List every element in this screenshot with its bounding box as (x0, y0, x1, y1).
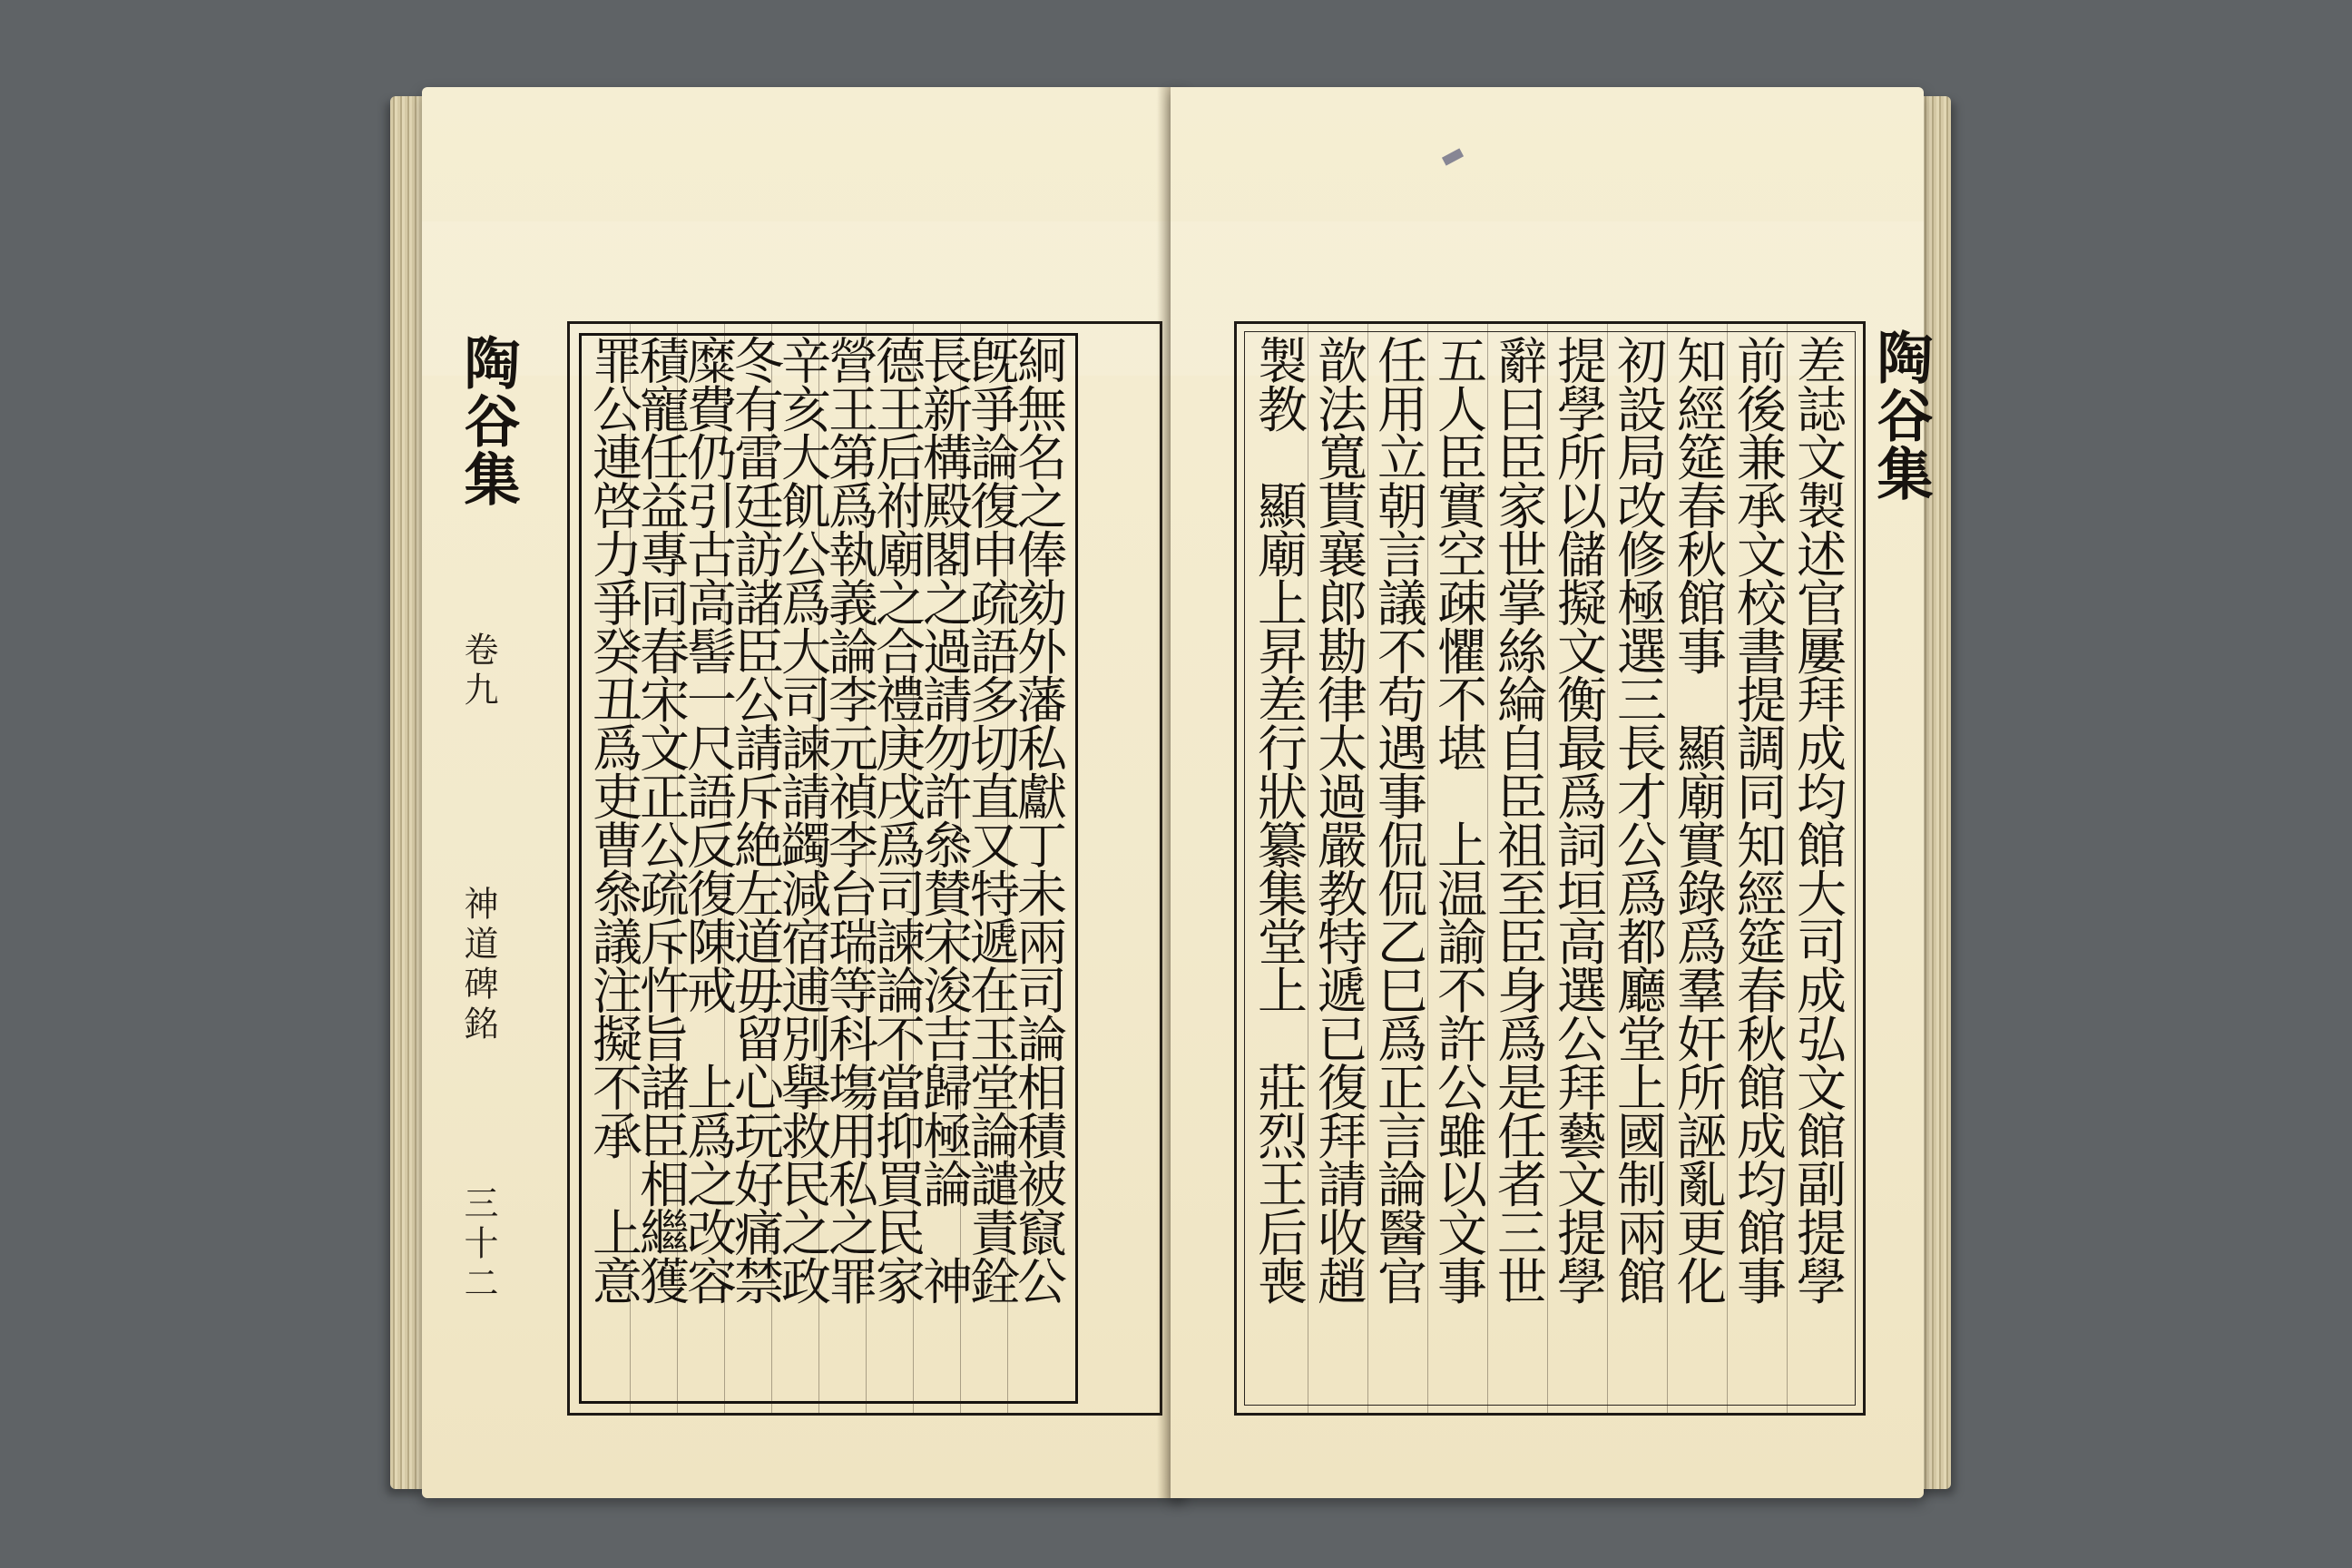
right-page (1171, 87, 1934, 1498)
text-column: 知經筵春秋館事 顯廟實錄爲羣奸所誣亂更化 (1669, 335, 1727, 1305)
left-margin-page: 三十二 (458, 1185, 498, 1305)
text-column: 差誌文製述官屢拜成均館大司成弘文館副提學 (1788, 335, 1847, 1305)
column-divider (1607, 324, 1608, 1413)
left-page (422, 87, 1184, 1498)
text-column: 罪公連啓力爭癸丑爲吏曹叅議注擬不承 上意 (584, 335, 642, 1305)
text-column: 製教 顯廟上昇差行狀纂集堂上 莊烈王后喪 (1250, 335, 1308, 1305)
text-column: 任用立朝言議不苟遇事侃侃乙巳爲正言論醫官 (1369, 335, 1427, 1305)
text-column: 辭曰臣家世掌絲綸自臣祖至臣身爲是任者三世 (1489, 335, 1547, 1305)
left-margin-section: 神道碑銘 (458, 886, 498, 1045)
left-page-edges (390, 96, 426, 1489)
left-text-frame (567, 321, 1162, 1416)
text-column: 積寵任益專同春宋文正公疏斥忤旨諸臣相繼獲 (632, 335, 690, 1305)
right-margin-title: 陶谷集 (1867, 328, 1934, 503)
column-divider (1367, 324, 1368, 1413)
column-divider (1727, 324, 1728, 1413)
text-column: 辛亥大飢公爲大司諫請蠲減宿逋別擧救民之政 (773, 335, 831, 1305)
text-column: 冬有雷廷訪諸臣公請斥絶左道毋留心玩好痛禁 (726, 335, 784, 1305)
text-column: 絅無名之俸劾外藩私獻丁未兩司論相積被竄公 (1009, 335, 1067, 1305)
text-column: 德王后祔廟之合禮庚戌爲司諫論不當抑買民家 (867, 335, 926, 1305)
text-column: 營王第爲執義論李元禎李台瑞等科塲用私之罪 (820, 335, 878, 1305)
right-text-frame (1234, 321, 1866, 1416)
open-book (390, 87, 1951, 1503)
column-divider (1487, 324, 1488, 1413)
text-column: 初設局改修極選三長才公爲都廳堂上國制兩館 (1609, 335, 1667, 1305)
text-column: 五人臣實空疎懼不堪 上温諭不許公雖以文事 (1429, 335, 1487, 1305)
text-column: 糜費仍引古高髻一尺語反復陳戒 上爲之改容 (679, 335, 737, 1305)
left-margin-volume: 卷九 (458, 632, 498, 711)
left-margin-title: 陶谷集 (455, 334, 521, 508)
column-divider (1547, 324, 1548, 1413)
text-column: 旣爭論復申疏語多切直又特遞在玉堂論譴責銓 (962, 335, 1020, 1305)
column-divider (1667, 324, 1668, 1413)
ink-mark (1442, 148, 1464, 165)
text-column: 長新構殿閣之過請勿許叅賛宋浚吉歸極論 神 (915, 335, 973, 1305)
column-divider (1787, 324, 1788, 1413)
column-divider (1427, 324, 1428, 1413)
text-column: 前後兼承文校書提調同知經筵春秋館成均館事 (1729, 335, 1787, 1305)
text-column: 歆法寬貰襄郎勘律太過嚴教特遞已復拜請收趙 (1309, 335, 1367, 1305)
text-column: 提學所以儲擬文衡最爲詞垣高選公拜藝文提學 (1549, 335, 1607, 1305)
